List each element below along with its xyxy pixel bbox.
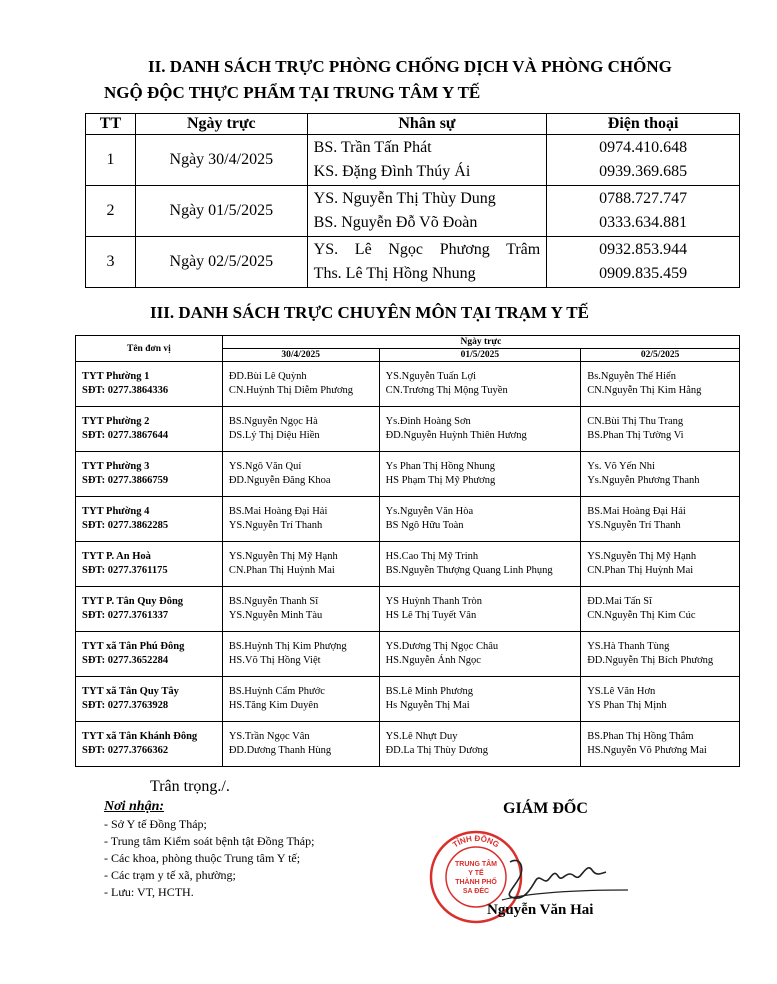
duty-cell	[379, 362, 581, 407]
staff-name: Ys. Võ Yến Nhi	[587, 461, 655, 472]
staff-name: YS.Nguyễn Thị Mỹ Hạnh	[587, 551, 697, 562]
section2-title-line1: II. DANH SÁCH TRỰC PHÒNG CHỐNG DỊCH VÀ PHÒNG CHỐNG	[148, 57, 672, 76]
staff-name: BS.Nguyễn Ngọc Hà	[228, 416, 318, 427]
staff-name: ĐD.Nguyễn Huỳnh Thiên Hương	[385, 430, 527, 441]
header-staff: Nhân sự	[307, 114, 547, 135]
duty-cell	[222, 362, 379, 407]
duty-cell	[379, 407, 581, 452]
staff-name: ĐD.Nguyễn Thị Bích Phương	[587, 655, 714, 666]
staff-name: ĐD.Bùi Lê Quỳnh	[228, 371, 307, 382]
staff-name: YS.Trần Ngọc Vân	[228, 731, 310, 742]
phone-number: 0974.410.648	[599, 139, 688, 156]
staff-cell	[307, 237, 547, 288]
staff-name: CN.Nguyễn Thị Kim Hằng	[587, 385, 702, 396]
staff-name: HS.Cao Thị Mỹ Trinh	[385, 551, 479, 562]
row-number: 1	[86, 135, 136, 186]
staff-name: HS Phạm Thị Mỹ Phương	[385, 475, 496, 486]
staff-name: YS.Nguyễn Trí Thanh	[587, 520, 681, 531]
staff-name: BS.Mai Hoàng Đại Hải	[228, 506, 328, 517]
staff-name: BS. Trần Tấn Phát	[313, 139, 432, 156]
section3-title: III. DANH SÁCH TRỰC CHUYÊN MÔN TẠI TRẠM Y TẾ	[150, 303, 589, 322]
closing-text: Trân trọng./.	[150, 778, 230, 795]
unit-name: TYT Phường 4	[82, 506, 150, 517]
unit-phone: SĐT: 0277.3761175	[82, 565, 168, 576]
staff-name: YS. Nguyễn Thị Thùy Dung	[313, 190, 496, 207]
staff-name: CN.Phan Thị Huỳnh Mai	[228, 565, 335, 576]
phone-number: 0788.727.747	[599, 190, 688, 207]
duty-cell	[222, 542, 379, 587]
table-row	[86, 237, 740, 288]
staff-name: Ys.Nguyễn Văn Hòa	[385, 506, 474, 517]
unit-phone: SĐT: 0277.3766362	[82, 745, 169, 756]
duty-cell	[581, 407, 740, 452]
staff-name: DS.Lý Thị Diệu Hiền	[228, 430, 320, 441]
staff-name: BS.Phan Thị Tường Vi	[587, 430, 684, 441]
staff-name: YS.Ngô Văn Quí	[228, 461, 302, 472]
unit-name: TYT P. An Hoà	[82, 551, 151, 562]
staff-cell	[307, 186, 547, 237]
header-unit: Tên đơn vị	[76, 336, 223, 362]
staff-name: YS.Nguyễn Tuấn Lợi	[385, 371, 477, 382]
duty-cell	[222, 677, 379, 722]
header-date: Ngày trực	[135, 114, 307, 135]
duty-date: Ngày 01/5/2025	[135, 186, 307, 237]
staff-name: HS.Nguyễn Ánh Ngọc	[385, 655, 481, 666]
unit-phone: SĐT: 0277.3866759	[82, 475, 169, 486]
table-row	[86, 186, 740, 237]
staff-name: HS.Võ Thị Hồng Việt	[228, 655, 321, 666]
staff-name: CN.Nguyễn Thị Kim Cúc	[587, 610, 696, 621]
staff-name: YS.Lê Văn Hơn	[587, 686, 656, 697]
table-row	[76, 677, 740, 722]
table-row	[76, 587, 740, 632]
phone-number: 0333.634.881	[599, 214, 688, 231]
unit-cell	[76, 632, 223, 677]
staff-name: YS.Lê Nhựt Duy	[385, 731, 458, 742]
staff-name: ĐD.Dương Thanh Hùng	[228, 745, 332, 756]
row-number: 3	[86, 237, 136, 288]
section2-table	[85, 113, 740, 288]
unit-cell	[76, 362, 223, 407]
unit-phone: SĐT: 0277.3652284	[82, 655, 169, 666]
duty-cell	[379, 497, 581, 542]
staff-name: ĐD.Mai Tấn Sĩ	[587, 596, 653, 607]
staff-name: HS.Tăng Kim Duyên	[228, 700, 319, 711]
recipients-title: Nơi nhận:	[104, 799, 165, 814]
table-row	[76, 542, 740, 587]
duty-cell	[581, 587, 740, 632]
staff-name: YS.Dương Thị Ngọc Châu	[385, 641, 499, 652]
staff-name: YS.Hà Thanh Tùng	[587, 641, 670, 652]
staff-name: BS.Nguyễn Thượng Quang Linh Phụng	[385, 565, 553, 576]
unit-name: TYT Phường 3	[82, 461, 150, 472]
unit-name: TYT Phường 2	[82, 416, 150, 427]
staff-name: BS.Huỳnh Cẩm Phước	[228, 686, 325, 697]
staff-name: CN.Phan Thị Huỳnh Mai	[587, 565, 694, 576]
duty-cell	[222, 407, 379, 452]
duty-cell	[581, 362, 740, 407]
unit-cell	[76, 497, 223, 542]
table-row	[76, 452, 740, 497]
unit-cell	[76, 542, 223, 587]
staff-name: BS. Nguyễn Đỗ Võ Đoàn	[313, 214, 478, 231]
duty-date: Ngày 30/4/2025	[135, 135, 307, 186]
list-item: - Các khoa, phòng thuộc Trung tâm Y tế;	[104, 851, 301, 865]
duty-cell	[581, 677, 740, 722]
svg-text:TỈNH ĐỒNG: TỈNH ĐỒNG	[451, 833, 501, 850]
staff-name: Ths. Lê Thị Hồng Nhung	[313, 265, 476, 282]
unit-name: TYT xã Tân Khánh Đông	[82, 731, 198, 742]
staff-name: YS.Nguyễn Minh Tàu	[228, 610, 323, 621]
table-row	[76, 722, 740, 767]
svg-text:Y TẾ: Y TẾ	[468, 870, 484, 877]
staff-name: YS. Lê Ngọc Phương Trâm	[313, 241, 541, 258]
staff-name: BS.Lê Minh Phương	[385, 686, 473, 697]
unit-cell	[76, 677, 223, 722]
duty-cell	[581, 497, 740, 542]
unit-name: TYT xã Tân Quy Tây	[82, 686, 179, 697]
duty-cell	[222, 452, 379, 497]
duty-cell	[379, 722, 581, 767]
duty-cell	[379, 452, 581, 497]
staff-name: YS.Nguyễn Trí Thanh	[228, 520, 323, 531]
unit-phone: SĐT: 0277.3867644	[82, 430, 169, 441]
unit-cell	[76, 407, 223, 452]
header-duty: Ngày trực	[222, 336, 739, 349]
phone-cell	[547, 135, 740, 186]
table-row	[76, 362, 740, 407]
header-date-1: 30/4/2025	[222, 349, 379, 362]
unit-phone: SĐT: 0277.3761337	[82, 610, 169, 621]
list-item: - Lưu: VT, HCTH.	[104, 885, 194, 899]
table-row	[76, 407, 740, 452]
staff-name: YS Phan Thị Mịnh	[587, 700, 667, 711]
staff-name: CN.Huỳnh Thị Diễm Phương	[228, 385, 354, 396]
header-tt: TT	[86, 114, 136, 135]
duty-cell	[222, 587, 379, 632]
header-phone: Điện thoại	[547, 114, 740, 135]
duty-cell	[222, 497, 379, 542]
unit-cell	[76, 587, 223, 632]
phone-number: 0939.369.685	[599, 163, 688, 180]
svg-text:THÀNH PHỐ: THÀNH PHỐ	[455, 879, 497, 886]
staff-name: BS Ngô Hữu Toàn	[385, 520, 464, 531]
table-row	[76, 497, 740, 542]
duty-cell	[379, 587, 581, 632]
staff-name: HS Lê Thị Tuyết Vân	[385, 610, 477, 621]
unit-phone: SĐT: 0277.3864336	[82, 385, 169, 396]
duty-cell	[581, 452, 740, 497]
staff-name: BS.Huỳnh Thị Kim Phượng	[228, 641, 347, 652]
duty-cell	[379, 677, 581, 722]
unit-name: TYT P. Tân Quy Đông	[82, 596, 184, 607]
table-row	[76, 632, 740, 677]
staff-name: YS.Nguyễn Thị Mỹ Hạnh	[228, 551, 338, 562]
unit-name: TYT xã Tân Phú Đông	[82, 641, 185, 652]
recipients-list	[104, 816, 314, 901]
staff-name: Ys.Nguyễn Phương Thanh	[587, 475, 700, 486]
duty-cell	[581, 542, 740, 587]
row-number: 2	[86, 186, 136, 237]
list-item: - Trung tâm Kiểm soát bệnh tật Đồng Tháp;	[104, 834, 315, 848]
duty-date: Ngày 02/5/2025	[135, 237, 307, 288]
staff-name: YS Huỳnh Thanh Tròn	[385, 596, 482, 607]
svg-text:SA ĐÉC: SA ĐÉC	[462, 888, 490, 895]
staff-name: BS.Phan Thị Hồng Thắm	[587, 731, 694, 742]
header-date-2: 01/5/2025	[379, 349, 581, 362]
phone-cell	[547, 237, 740, 288]
duty-cell	[222, 632, 379, 677]
unit-phone: SĐT: 0277.3862285	[82, 520, 169, 531]
unit-cell	[76, 722, 223, 767]
phone-number: 0932.853.944	[599, 241, 688, 258]
staff-name: Ys Phan Thị Hồng Nhung	[385, 461, 496, 472]
list-item: - Các trạm y tế xã, phường;	[104, 868, 236, 882]
staff-name: ĐD.La Thị Thùy Dương	[385, 745, 489, 756]
signer-name: Nguyễn Văn Hai	[487, 902, 594, 918]
staff-name: Ys.Đinh Hoàng Sơn	[385, 416, 471, 427]
unit-cell	[76, 452, 223, 497]
section3-header-row	[76, 336, 740, 349]
unit-name: TYT Phường 1	[82, 371, 150, 382]
header-date-3: 02/5/2025	[581, 349, 740, 362]
section2-title-line2: NGỘ ĐỘC THỰC PHẨM TẠI TRUNG TÂM Y TẾ	[104, 83, 481, 102]
staff-name: HS.Nguyễn Võ Phương Mai	[587, 745, 707, 756]
list-item: - Sở Y tế Đồng Tháp;	[104, 817, 207, 831]
duty-cell	[581, 722, 740, 767]
staff-name: CN.Trương Thị Mộng Tuyền	[385, 385, 508, 396]
staff-name: KS. Đặng Đình Thúy Ái	[313, 163, 471, 180]
staff-name: Hs Nguyễn Thị Mai	[385, 700, 470, 711]
signature	[492, 850, 632, 910]
section2-header-row	[86, 114, 740, 135]
staff-name: BS.Mai Hoàng Đại Hải	[587, 506, 686, 517]
duty-cell	[581, 632, 740, 677]
staff-name: BS.Nguyễn Thanh Sĩ	[228, 596, 319, 607]
svg-text:TRUNG TÂM: TRUNG TÂM	[455, 861, 497, 868]
phone-cell	[547, 186, 740, 237]
staff-name: ĐD.Nguyễn Đăng Khoa	[228, 475, 331, 486]
staff-name: Bs.Nguyễn Thế Hiển	[587, 371, 676, 382]
staff-cell	[307, 135, 547, 186]
phone-number: 0909.835.459	[599, 265, 688, 282]
table-row	[86, 135, 740, 186]
section3-table	[75, 335, 740, 767]
duty-cell	[222, 722, 379, 767]
director-title: GIÁM ĐỐC	[503, 800, 588, 817]
duty-cell	[379, 632, 581, 677]
staff-name: CN.Bùi Thị Thu Trang	[587, 416, 684, 427]
unit-phone: SĐT: 0277.3763928	[82, 700, 169, 711]
duty-cell	[379, 542, 581, 587]
